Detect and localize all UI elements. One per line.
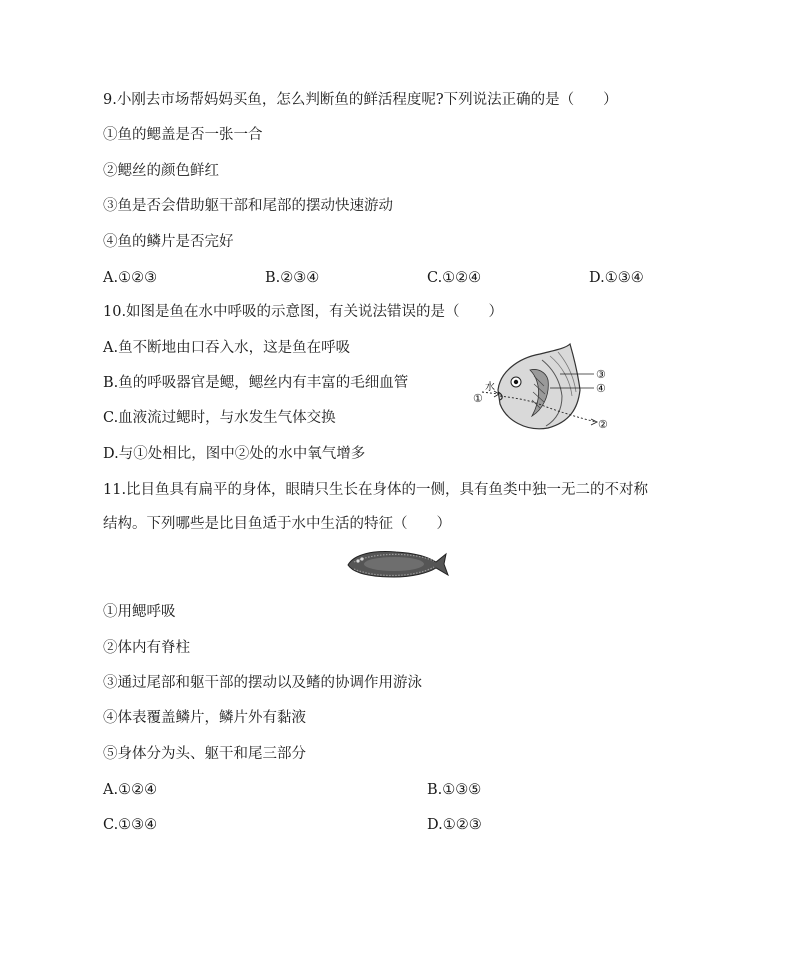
q11-statement-1: ①用鳃呼吸 [103,604,176,620]
q11-option-d: D.①②③ [427,817,482,833]
q10-option-a: A.鱼不断地由口吞入水，这是鱼在呼吸 [103,340,351,356]
label-4: ④ [596,382,606,395]
q9-statement-4: ④鱼的鳞片是否完好 [103,234,234,250]
label-2: ② [598,418,608,431]
q10-option-d: D.与①处相比，图中②处的水中氧气增多 [103,446,366,462]
fish-respiration-diagram [470,340,620,435]
q11-option-b: B.①③⑤ [427,782,482,798]
q9-option-d: D.①③④ [589,270,644,286]
flatfish-picture [344,548,450,580]
q10-option-b: B.鱼的呼吸器官是鳃，鳃丝内有丰富的毛细血管 [103,375,409,391]
q10-option-c: C.血液流过鳃时，与水发生气体交换 [103,410,336,426]
q9-option-b: B.②③④ [265,270,320,286]
q11-statement-5: ⑤身体分为头、躯干和尾三部分 [103,746,306,762]
q9-statement-1: ①鱼的鳃盖是否一张一合 [103,127,263,143]
q9-option-c: C.①②④ [427,270,482,286]
q11-statement-3: ③通过尾部和躯干部的摆动以及鳍的协调作用游泳 [103,675,422,691]
q11-option-c: C.①③④ [103,817,158,833]
q9-option-a: A.①②③ [103,270,158,286]
label-3: ③ [596,368,606,381]
q9-stem: 9.小刚去市场帮妈妈买鱼，怎么判断鱼的鲜活程度呢?下列说法正确的是（ ） [103,92,618,108]
q9-statement-3: ③鱼是否会借助躯干部和尾部的摆动快速游动 [103,198,393,214]
label-1: ① [473,392,483,405]
water-label: 水 [485,382,495,393]
q11-stem-line2: 结构。下列哪些是比目鱼适于水中生活的特征（ ） [103,516,451,532]
q10-stem: 10.如图是鱼在水中呼吸的示意图，有关说法错误的是（ ） [103,304,504,320]
q11-option-a: A.①②④ [103,782,158,798]
q9-statement-2: ②鳃丝的颜色鲜红 [103,163,219,179]
q11-statement-2: ②体内有脊柱 [103,640,190,656]
q11-stem-line1: 11.比目鱼具有扁平的身体，眼睛只生长在身体的一侧，具有鱼类中独一无二的不对称 [103,482,649,498]
q11-statement-4: ④体表覆盖鳞片，鳞片外有黏液 [103,710,306,726]
